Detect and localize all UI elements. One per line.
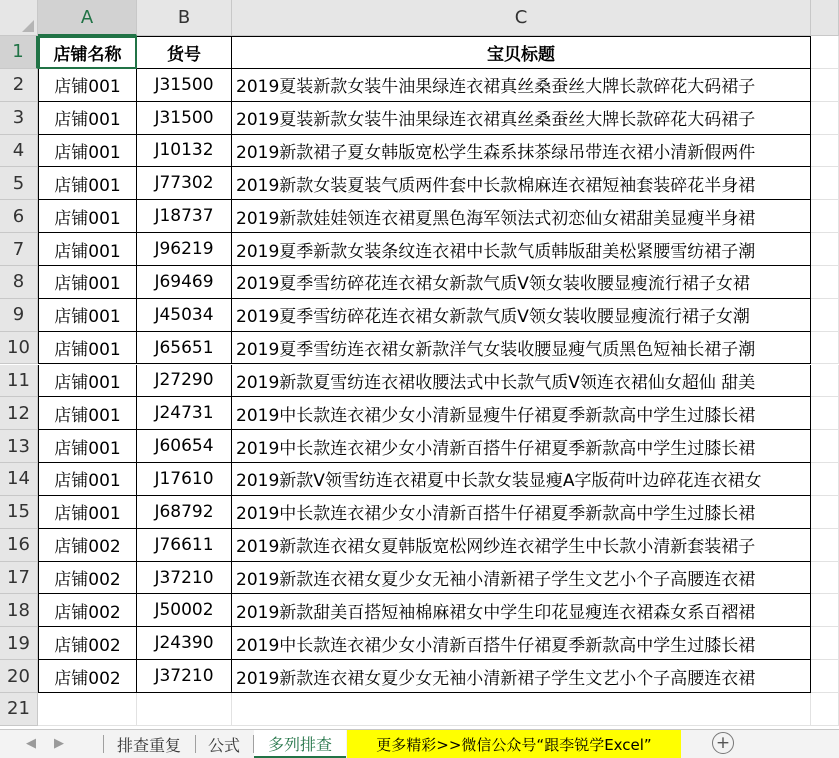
cell-title[interactable]: 2019新款甜美百搭短袖棉麻裙女中学生印花显瘦连衣裙森女系百褶裙 — [232, 594, 811, 627]
empty-cell[interactable] — [811, 200, 839, 233]
cell-title[interactable]: 2019新款裙子夏女韩版宽松学生森系抹茶绿吊带连衣裙小清新假两件 — [232, 135, 811, 168]
cell-title[interactable]: 2019新款娃娃领连衣裙夏黑色海军领法式初恋仙女裙甜美显瘦半身裙 — [232, 200, 811, 233]
empty-cell[interactable] — [811, 332, 839, 365]
header-cell-store[interactable]: 店铺名称 — [38, 36, 137, 69]
column-header-a[interactable]: A — [38, 0, 137, 36]
empty-cell[interactable] — [811, 529, 839, 562]
row-header[interactable]: 18 — [0, 594, 38, 627]
row-header[interactable]: 16 — [0, 529, 38, 562]
column-header-b[interactable]: B — [137, 0, 232, 36]
row-header[interactable]: 15 — [0, 496, 38, 529]
sheet-tab-bar — [0, 729, 839, 758]
cell-item[interactable]: J77302 — [137, 167, 232, 200]
row-header[interactable]: 13 — [0, 430, 38, 463]
row-header[interactable]: 19 — [0, 627, 38, 660]
empty-cell[interactable] — [811, 594, 839, 627]
cell-store[interactable]: 店铺001 — [38, 200, 137, 233]
cell-title[interactable]: 2019新款夏雪纺连衣裙收腰法式中长款气质V领连衣裙仙女超仙 甜美 — [232, 365, 811, 398]
cell-title[interactable]: 2019夏季雪纺连衣裙女新款洋气女装收腰显瘦气质黑色短袖长裙子潮 — [232, 332, 811, 365]
cell-store[interactable]: 店铺001 — [38, 365, 137, 398]
empty-cell[interactable] — [811, 660, 839, 693]
cell-store[interactable]: 店铺001 — [38, 430, 137, 463]
row-header[interactable]: 10 — [0, 332, 38, 365]
cell-store[interactable]: 店铺001 — [38, 233, 137, 266]
tab-formula[interactable]: 公式 — [207, 735, 240, 755]
cell-store[interactable]: 店铺002 — [38, 562, 137, 595]
cell-item[interactable]: J24390 — [137, 627, 232, 660]
empty-cell[interactable] — [137, 693, 232, 726]
cell-store[interactable]: 店铺001 — [38, 463, 137, 496]
empty-cell[interactable] — [811, 496, 839, 529]
row-header[interactable]: 6 — [0, 200, 38, 233]
cell-item[interactable]: J37210 — [137, 660, 232, 693]
empty-cell[interactable] — [811, 102, 839, 135]
cell-item[interactable]: J10132 — [137, 135, 232, 168]
cell-title[interactable]: 2019新款连衣裙女夏韩版宽松网纱连衣裙学生中长款小清新套装裙子 — [232, 529, 811, 562]
cell-title[interactable]: 2019中长款连衣裙少女小清新百搭牛仔裙夏季新款高中学生过膝长裙 — [232, 627, 811, 660]
tab-duplicate-check[interactable]: 排查重复 — [116, 735, 181, 755]
empty-cell[interactable] — [811, 233, 839, 266]
cell-store[interactable]: 店铺002 — [38, 660, 137, 693]
cell-title[interactable]: 2019夏装新款女装牛油果绿连衣裙真丝桑蚕丝大牌长款碎花大码裙子 — [232, 69, 811, 102]
empty-cell[interactable] — [811, 693, 839, 726]
row-header[interactable]: 21 — [0, 693, 38, 726]
cell-item[interactable]: J17610 — [137, 463, 232, 496]
cell-title[interactable]: 2019中长款连衣裙少女小清新百搭牛仔裙夏季新款高中学生过膝长裙 — [232, 496, 811, 529]
cell-item[interactable]: J50002 — [137, 594, 232, 627]
row-header[interactable]: 5 — [0, 167, 38, 200]
cell-title[interactable]: 2019新款连衣裙女夏少女无袖小清新裙子学生文艺小个子高腰连衣裙 — [232, 660, 811, 693]
empty-cell[interactable] — [811, 69, 839, 102]
header-cell-item[interactable]: 货号 — [137, 36, 232, 69]
column-header-c[interactable]: C — [232, 0, 811, 36]
cell-store[interactable]: 店铺002 — [38, 594, 137, 627]
cell-store[interactable]: 店铺001 — [38, 266, 137, 299]
empty-cell[interactable] — [811, 167, 839, 200]
cell-title[interactable]: 2019新款V领雪纺连衣裙夏中长款女装显瘦A字版荷叶边碎花连衣裙女 — [232, 463, 811, 496]
row-header[interactable]: 2 — [0, 69, 38, 102]
select-all-corner[interactable] — [0, 0, 38, 36]
empty-cell[interactable] — [811, 562, 839, 595]
cell-item[interactable]: J37210 — [137, 562, 232, 595]
empty-cell[interactable] — [811, 365, 839, 398]
row-header[interactable]: 3 — [0, 102, 38, 135]
cell-store[interactable]: 店铺001 — [38, 332, 137, 365]
cell-item[interactable]: J69469 — [137, 266, 232, 299]
cell-title[interactable]: 2019中长款连衣裙少女小清新显瘦牛仔裙夏季新款高中学生过膝长裙 — [232, 397, 811, 430]
empty-cell[interactable] — [811, 627, 839, 660]
empty-cell[interactable] — [232, 693, 811, 726]
row-header[interactable]: 7 — [0, 233, 38, 266]
cell-item[interactable]: J45034 — [137, 299, 232, 332]
empty-cell[interactable] — [811, 397, 839, 430]
empty-cell[interactable] — [38, 693, 137, 726]
cell-store[interactable]: 店铺001 — [38, 299, 137, 332]
column-header-next[interactable] — [811, 0, 839, 36]
cell-item[interactable]: J18737 — [137, 200, 232, 233]
cell-store[interactable]: 店铺001 — [38, 102, 137, 135]
cell-title[interactable]: 2019中长款连衣裙少女小清新百搭牛仔裙夏季新款高中学生过膝长裙 — [232, 430, 811, 463]
empty-cell[interactable] — [811, 430, 839, 463]
add-sheet-icon[interactable]: + — [712, 732, 734, 754]
empty-cell[interactable] — [811, 36, 839, 69]
row-header[interactable]: 4 — [0, 135, 38, 168]
cell-title[interactable]: 2019夏季雪纺碎花连衣裙女新款气质V领女装收腰显瘦流行裙子女潮 — [232, 299, 811, 332]
cell-title[interactable]: 2019夏季雪纺碎花连衣裙女新款气质V领女装收腰显瘦流行裙子女裙 — [232, 266, 811, 299]
empty-cell[interactable] — [811, 463, 839, 496]
tab-promo-wechat[interactable]: 更多精彩>>微信公众号“跟李锐学Excel” — [347, 730, 681, 758]
empty-cell[interactable] — [811, 299, 839, 332]
cell-title[interactable]: 2019夏季新款女装条纹连衣裙中长款气质韩版甜美松紧腰雪纺裙子潮 — [232, 233, 811, 266]
empty-cell[interactable] — [811, 135, 839, 168]
tab-scroll-right-icon[interactable]: ▶ — [54, 736, 64, 751]
cell-item[interactable]: J31500 — [137, 102, 232, 135]
row-header[interactable]: 8 — [0, 266, 38, 299]
cell-store[interactable]: 店铺001 — [38, 397, 137, 430]
row-header[interactable]: 17 — [0, 562, 38, 595]
header-cell-title[interactable]: 宝贝标题 — [232, 36, 811, 69]
row-header[interactable]: 14 — [0, 463, 38, 496]
cell-store[interactable]: 店铺001 — [38, 69, 137, 102]
tab-multi-column-check[interactable]: 多列排查 — [254, 730, 346, 758]
cell-item[interactable]: J24731 — [137, 397, 232, 430]
cell-store[interactable]: 店铺002 — [38, 529, 137, 562]
cell-item[interactable]: J31500 — [137, 69, 232, 102]
cell-store[interactable]: 店铺001 — [38, 496, 137, 529]
cell-store[interactable]: 店铺001 — [38, 167, 137, 200]
row-header[interactable]: 12 — [0, 397, 38, 430]
cell-item[interactable]: J68792 — [137, 496, 232, 529]
row-header[interactable]: 9 — [0, 299, 38, 332]
row-header[interactable]: 1 — [0, 36, 38, 69]
cell-item[interactable]: J60654 — [137, 430, 232, 463]
tab-scroll-left-icon[interactable]: ◀ — [26, 736, 36, 751]
cell-title[interactable]: 2019新款连衣裙女夏少女无袖小清新裙子学生文艺小个子高腰连衣裙 — [232, 562, 811, 595]
cell-store[interactable]: 店铺002 — [38, 627, 137, 660]
cell-title[interactable]: 2019新款女装夏装气质两件套中长款棉麻连衣裙短袖套装碎花半身裙 — [232, 167, 811, 200]
row-header[interactable]: 20 — [0, 660, 38, 693]
row-header[interactable]: 11 — [0, 365, 38, 398]
cell-item[interactable]: J76611 — [137, 529, 232, 562]
cell-title[interactable]: 2019夏装新款女装牛油果绿连衣裙真丝桑蚕丝大牌长款碎花大码裙子 — [232, 102, 811, 135]
empty-cell[interactable] — [811, 266, 839, 299]
cell-item[interactable]: J65651 — [137, 332, 232, 365]
cell-item[interactable]: J27290 — [137, 365, 232, 398]
cell-item[interactable]: J96219 — [137, 233, 232, 266]
cell-store[interactable]: 店铺001 — [38, 135, 137, 168]
